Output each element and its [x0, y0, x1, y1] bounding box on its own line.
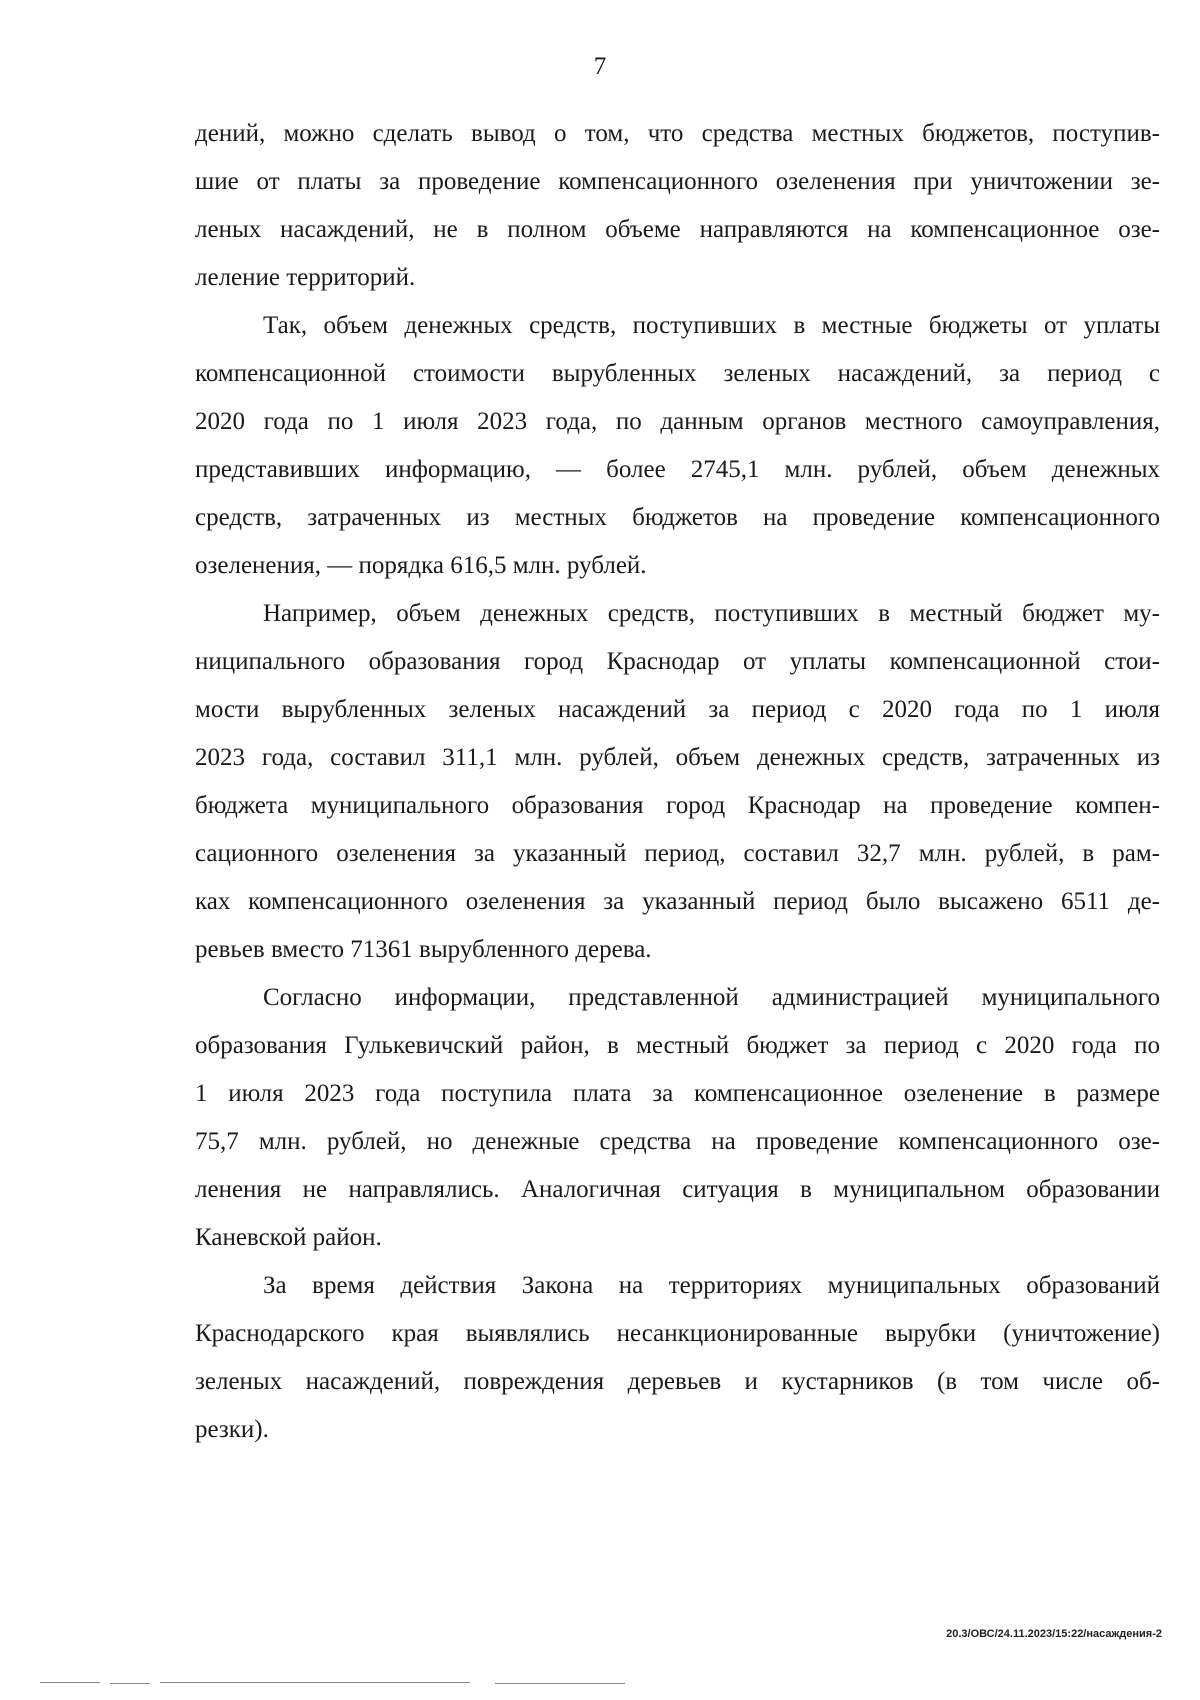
- text-line: резки).: [195, 1416, 269, 1443]
- text-line: 1 июля 2023 года поступила плата за компенсационное озеленение в размере: [195, 1080, 1160, 1107]
- text-line: средств, затраченных из местных бюджетов на проведение компенсационного: [195, 504, 1160, 531]
- page-number: 7: [593, 53, 607, 80]
- text-line: За время действия Закона на территориях муниципальных образований: [263, 1272, 1160, 1299]
- text-line: Так, объем денежных средств, поступивших в местные бюджеты от уплаты: [263, 312, 1160, 339]
- text-line: 2023 года, составил 311,1 млн. рублей, объем денежных средств, затраченных из: [195, 744, 1160, 771]
- text-line: ниципального образования город Краснодар от уплаты компенсационной стои-: [195, 648, 1160, 675]
- document-body: [195, 110, 1160, 1454]
- paragraph: [195, 1262, 1160, 1454]
- scan-artifact-line: [40, 1682, 100, 1683]
- text-line: шие от платы за проведение компенсационного озеленения при уничтожении зе-: [195, 168, 1160, 195]
- text-line: зеленых насаждений, повреждения деревьев и кустарников (в том числе об-: [195, 1368, 1160, 1395]
- paragraph: [195, 110, 1160, 302]
- text-line: 75,7 млн. рублей, но денежные средства на проведение компенсационного озе-: [195, 1128, 1160, 1155]
- text-line: Краснодарского края выявлялись несанкционированные вырубки (уничтожение): [195, 1320, 1160, 1347]
- scan-artifact-line: [160, 1682, 470, 1683]
- text-line: Например, объем денежных средств, поступивших в местный бюджет му-: [263, 600, 1160, 627]
- text-line: представивших информацию, — более 2745,1 млн. рублей, объем денежных: [195, 456, 1160, 483]
- text-line: Каневской район.: [195, 1224, 382, 1251]
- text-line: бюджета муниципального образования город Краснодар на проведение компен-: [195, 792, 1160, 819]
- text-line: Согласно информации, представленной администрацией муниципального: [263, 984, 1160, 1011]
- document-footer-code: 20.3/ОВС/24.11.2023/15:22/насаждения-2: [946, 1628, 1162, 1640]
- scan-artifact-line: [110, 1683, 150, 1684]
- paragraph: [195, 974, 1160, 1262]
- text-line: ленения не направлялись. Аналогичная ситуация в муниципальном образовании: [195, 1176, 1160, 1203]
- text-line: ках компенсационного озеленения за указанный период было высажено 6511 де-: [195, 888, 1160, 915]
- text-line: дений, можно сделать вывод о том, что средства местных бюджетов, поступив-: [195, 120, 1160, 147]
- text-line: ревьев вместо 71361 вырубленного дерева.: [195, 936, 652, 963]
- text-line: компенсационной стоимости вырубленных зеленых насаждений, за период с: [195, 360, 1160, 387]
- scan-artifact-line: [495, 1683, 625, 1684]
- text-line: образования Гулькевичский район, в местный бюджет за период с 2020 года по: [195, 1032, 1160, 1059]
- paragraph: [195, 302, 1160, 590]
- paragraph: [195, 590, 1160, 974]
- text-line: леных насаждений, не в полном объеме направляются на компенсационное озе-: [195, 216, 1160, 243]
- text-line: мости вырубленных зеленых насаждений за период с 2020 года по 1 июля: [195, 696, 1160, 723]
- text-line: озеленения, — порядка 616,5 млн. рублей.: [195, 552, 647, 579]
- text-line: леление территорий.: [195, 264, 416, 291]
- text-line: 2020 года по 1 июля 2023 года, по данным органов местного самоуправления,: [195, 408, 1160, 435]
- text-line: сационного озеленения за указанный период, составил 32,7 млн. рублей, в рам-: [195, 840, 1160, 867]
